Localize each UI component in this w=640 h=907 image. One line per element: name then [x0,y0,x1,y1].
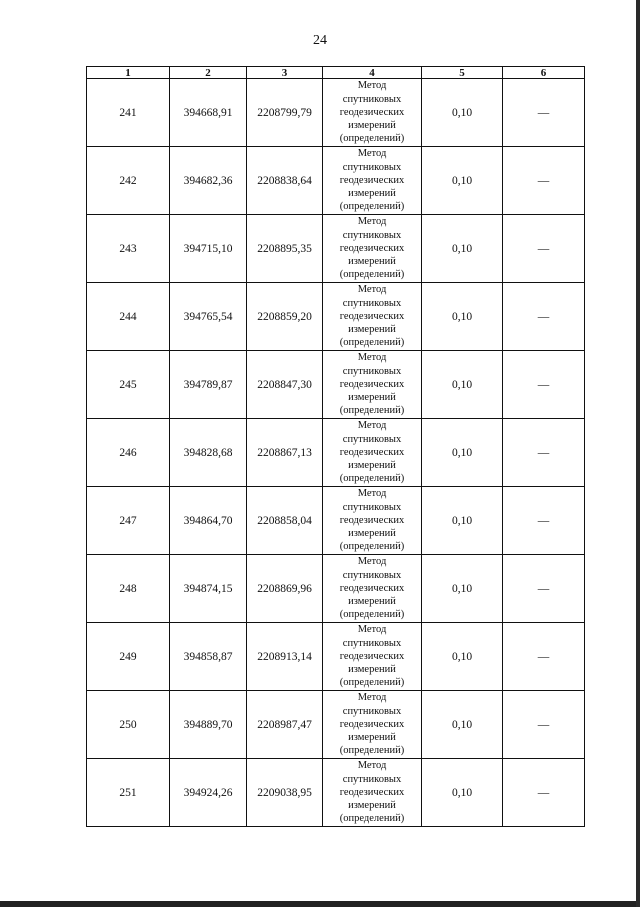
method-line: геодезических [339,514,405,526]
method-line: Метод [357,352,387,364]
accuracy-cell: 0,10 [422,487,503,555]
note-cell: — [503,487,585,555]
method-cell [323,79,422,147]
point-number-cell: 245 [87,351,170,419]
method-line: измерений [348,596,396,608]
method-line: (определений) [339,541,405,553]
method-line: Метод [357,692,387,704]
table-row [87,283,585,351]
x-coordinate-cell: 394889,70 [170,691,247,759]
method-cell [323,147,422,215]
method-line: геодезических [339,242,405,254]
table-body [87,79,585,827]
method-line: спутниковых [342,365,402,377]
page-number: 24 [313,33,327,48]
header-col-1: 1 [87,67,170,79]
method-line: геодезических [339,378,405,390]
x-coordinate-cell: 394668,91 [170,79,247,147]
method-cell [323,419,422,487]
accuracy-cell: 0,10 [422,555,503,623]
accuracy-cell: 0,10 [422,283,503,351]
method-line: геодезических [339,650,405,662]
method-cell [323,215,422,283]
method-line: измерений [348,392,396,404]
scan-edge-bottom [0,901,640,907]
method-line: Метод [357,148,387,160]
y-coordinate-cell: 2208799,79 [247,79,323,147]
y-coordinate-cell: 2208867,13 [247,419,323,487]
method-line: (определений) [339,677,405,689]
method-line: (определений) [339,745,405,757]
accuracy-cell: 0,10 [422,351,503,419]
method-line: геодезических [339,174,405,186]
note-cell: — [503,623,585,691]
note-cell: — [503,79,585,147]
accuracy-cell: 0,10 [422,419,503,487]
point-number-cell: 242 [87,147,170,215]
method-line: спутниковых [342,93,402,105]
method-line: Метод [357,556,387,568]
x-coordinate-cell: 394828,68 [170,419,247,487]
header-col-4: 4 [323,67,422,79]
point-number-cell: 251 [87,759,170,827]
method-line: измерений [348,324,396,336]
coordinates-table [86,66,585,827]
method-line: (определений) [339,269,405,281]
table-row [87,351,585,419]
point-number-cell: 249 [87,623,170,691]
point-number-cell: 243 [87,215,170,283]
method-line: спутниковых [342,501,402,513]
note-cell: — [503,215,585,283]
method-line: измерений [348,528,396,540]
point-number-cell: 248 [87,555,170,623]
header-col-3: 3 [247,67,323,79]
y-coordinate-cell: 2208987,47 [247,691,323,759]
method-line: Метод [357,624,387,636]
method-line: измерений [348,664,396,676]
method-line: спутниковых [342,161,402,173]
scan-edge-right [636,0,640,907]
table-row [87,623,585,691]
note-cell: — [503,283,585,351]
note-cell: — [503,555,585,623]
accuracy-cell: 0,10 [422,691,503,759]
table-row [87,215,585,283]
y-coordinate-cell: 2208838,64 [247,147,323,215]
method-line: Метод [357,420,387,432]
table-row [87,79,585,147]
point-number-cell: 250 [87,691,170,759]
method-line: (определений) [339,337,405,349]
method-cell [323,351,422,419]
method-line: измерений [348,800,396,812]
table-row [87,759,585,827]
note-cell: — [503,419,585,487]
accuracy-cell: 0,10 [422,759,503,827]
method-line: измерений [348,256,396,268]
table-row [87,487,585,555]
x-coordinate-cell: 394864,70 [170,487,247,555]
point-number-cell: 246 [87,419,170,487]
method-line: геодезических [339,310,405,322]
method-line: измерений [348,460,396,472]
method-line: спутниковых [342,297,402,309]
method-line: Метод [357,760,387,772]
method-line: спутниковых [342,705,402,717]
method-line: спутниковых [342,773,402,785]
accuracy-cell: 0,10 [422,79,503,147]
method-line: (определений) [339,133,405,145]
y-coordinate-cell: 2209038,95 [247,759,323,827]
method-line: спутниковых [342,229,402,241]
accuracy-cell: 0,10 [422,215,503,283]
method-line: спутниковых [342,637,402,649]
method-line: измерений [348,732,396,744]
y-coordinate-cell: 2208913,14 [247,623,323,691]
header-col-5: 5 [422,67,503,79]
method-cell [323,691,422,759]
method-line: Метод [357,216,387,228]
method-line: (определений) [339,813,405,825]
x-coordinate-cell: 394682,36 [170,147,247,215]
header-col-2: 2 [170,67,247,79]
y-coordinate-cell: 2208869,96 [247,555,323,623]
y-coordinate-cell: 2208859,20 [247,283,323,351]
header-col-6: 6 [503,67,585,79]
method-line: геодезических [339,106,405,118]
note-cell: — [503,759,585,827]
point-number-cell: 244 [87,283,170,351]
method-line: Метод [357,80,387,92]
x-coordinate-cell: 394789,87 [170,351,247,419]
y-coordinate-cell: 2208895,35 [247,215,323,283]
method-cell [323,487,422,555]
y-coordinate-cell: 2208858,04 [247,487,323,555]
method-cell [323,283,422,351]
method-line: Метод [357,488,387,500]
x-coordinate-cell: 394924,26 [170,759,247,827]
method-cell [323,623,422,691]
point-number-cell: 247 [87,487,170,555]
method-line: геодезических [339,446,405,458]
x-coordinate-cell: 394858,87 [170,623,247,691]
table-row [87,691,585,759]
method-line: измерений [348,188,396,200]
method-line: (определений) [339,405,405,417]
note-cell: — [503,691,585,759]
note-cell: — [503,351,585,419]
method-line: геодезических [339,718,405,730]
table-row [87,147,585,215]
method-cell [323,555,422,623]
method-line: геодезических [339,582,405,594]
method-line: (определений) [339,473,405,485]
table-row [87,419,585,487]
method-line: (определений) [339,201,405,213]
method-line: измерений [348,120,396,132]
x-coordinate-cell: 394765,54 [170,283,247,351]
table-row [87,555,585,623]
x-coordinate-cell: 394874,15 [170,555,247,623]
accuracy-cell: 0,10 [422,147,503,215]
method-cell [323,759,422,827]
header-row [87,67,585,79]
method-line: геодезических [339,786,405,798]
note-cell: — [503,147,585,215]
method-line: Метод [357,284,387,296]
y-coordinate-cell: 2208847,30 [247,351,323,419]
method-line: (определений) [339,609,405,621]
method-line: спутниковых [342,569,402,581]
x-coordinate-cell: 394715,10 [170,215,247,283]
accuracy-cell: 0,10 [422,623,503,691]
method-line: спутниковых [342,433,402,445]
point-number-cell: 241 [87,79,170,147]
